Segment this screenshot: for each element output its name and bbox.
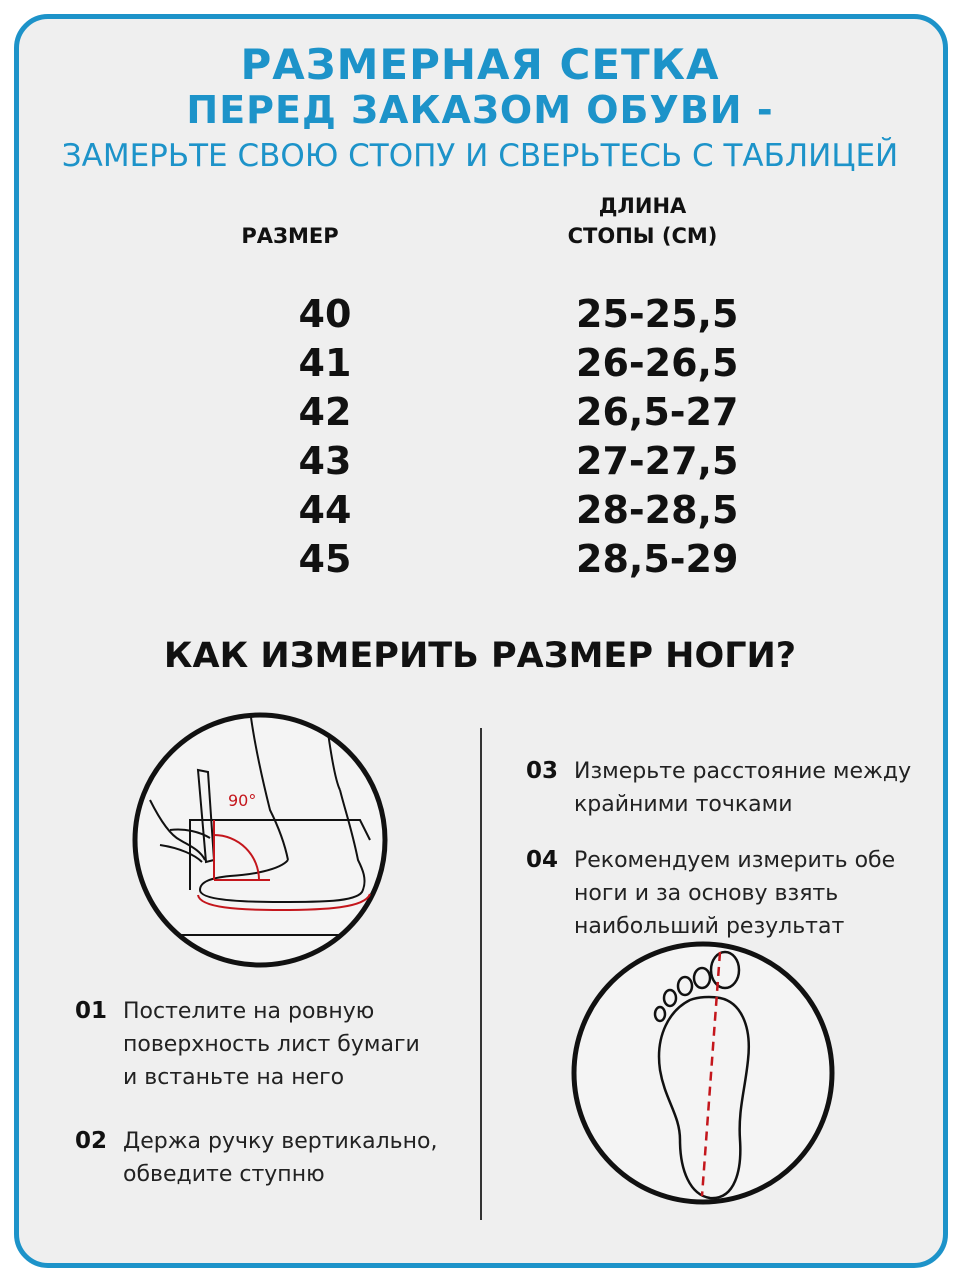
length-value: 27-27,5 <box>576 439 739 483</box>
column-header-length-1: ДЛИНА <box>598 194 687 218</box>
column-header-size: РАЗМЕР <box>241 224 339 248</box>
size-value: 44 <box>298 488 352 532</box>
step-02 <box>75 1125 437 1191</box>
step-number: 01 <box>75 998 108 1024</box>
column-header-length-2: СТОПЫ (СМ) <box>567 224 718 248</box>
step-04 <box>526 844 895 943</box>
header-instruction: ЗАМЕРЬТЕ СВОЮ СТОПУ И СВЕРЬТЕСЬ С ТАБЛИЦЕЙ <box>61 138 899 174</box>
step-number: 02 <box>75 1128 108 1154</box>
size-value: 45 <box>298 537 352 581</box>
header-subtitle: ПЕРЕД ЗАКАЗОМ ОБУВИ - <box>186 88 774 132</box>
size-value: 40 <box>298 292 352 336</box>
length-column <box>560 290 756 584</box>
step-number: 03 <box>526 758 559 784</box>
step-text: Рекомендуем измерить обе ноги и за основу взять наибольший результат <box>574 848 896 939</box>
size-value: 42 <box>298 390 352 434</box>
length-value: 26-26,5 <box>576 341 739 385</box>
size-value: 41 <box>298 341 352 385</box>
step-number: 04 <box>526 847 559 873</box>
angle-label: 90° <box>228 791 257 810</box>
step-text: Держа ручку вертикально, обведите ступню <box>123 1129 438 1187</box>
length-value: 28-28,5 <box>576 488 739 532</box>
step-03 <box>526 755 911 821</box>
length-value: 25-25,5 <box>576 292 739 336</box>
length-value: 26,5-27 <box>576 390 739 434</box>
step-text: Измерьте расстояние между крайними точками <box>574 759 912 817</box>
foot-tracing-illustration <box>130 710 390 970</box>
size-column <box>250 290 400 584</box>
header-title: РАЗМЕРНАЯ СЕТКА <box>240 40 720 89</box>
step-01 <box>75 995 420 1094</box>
how-to-measure-title: КАК ИЗМЕРИТЬ РАЗМЕР НОГИ? <box>163 636 797 676</box>
step-text: Постелите на ровную поверхность лист бумаги и встаньте на него <box>123 999 420 1090</box>
length-value: 28,5-29 <box>576 537 739 581</box>
footprint-measure-illustration <box>570 940 836 1206</box>
size-value: 43 <box>298 439 352 483</box>
column-divider <box>480 728 482 1220</box>
